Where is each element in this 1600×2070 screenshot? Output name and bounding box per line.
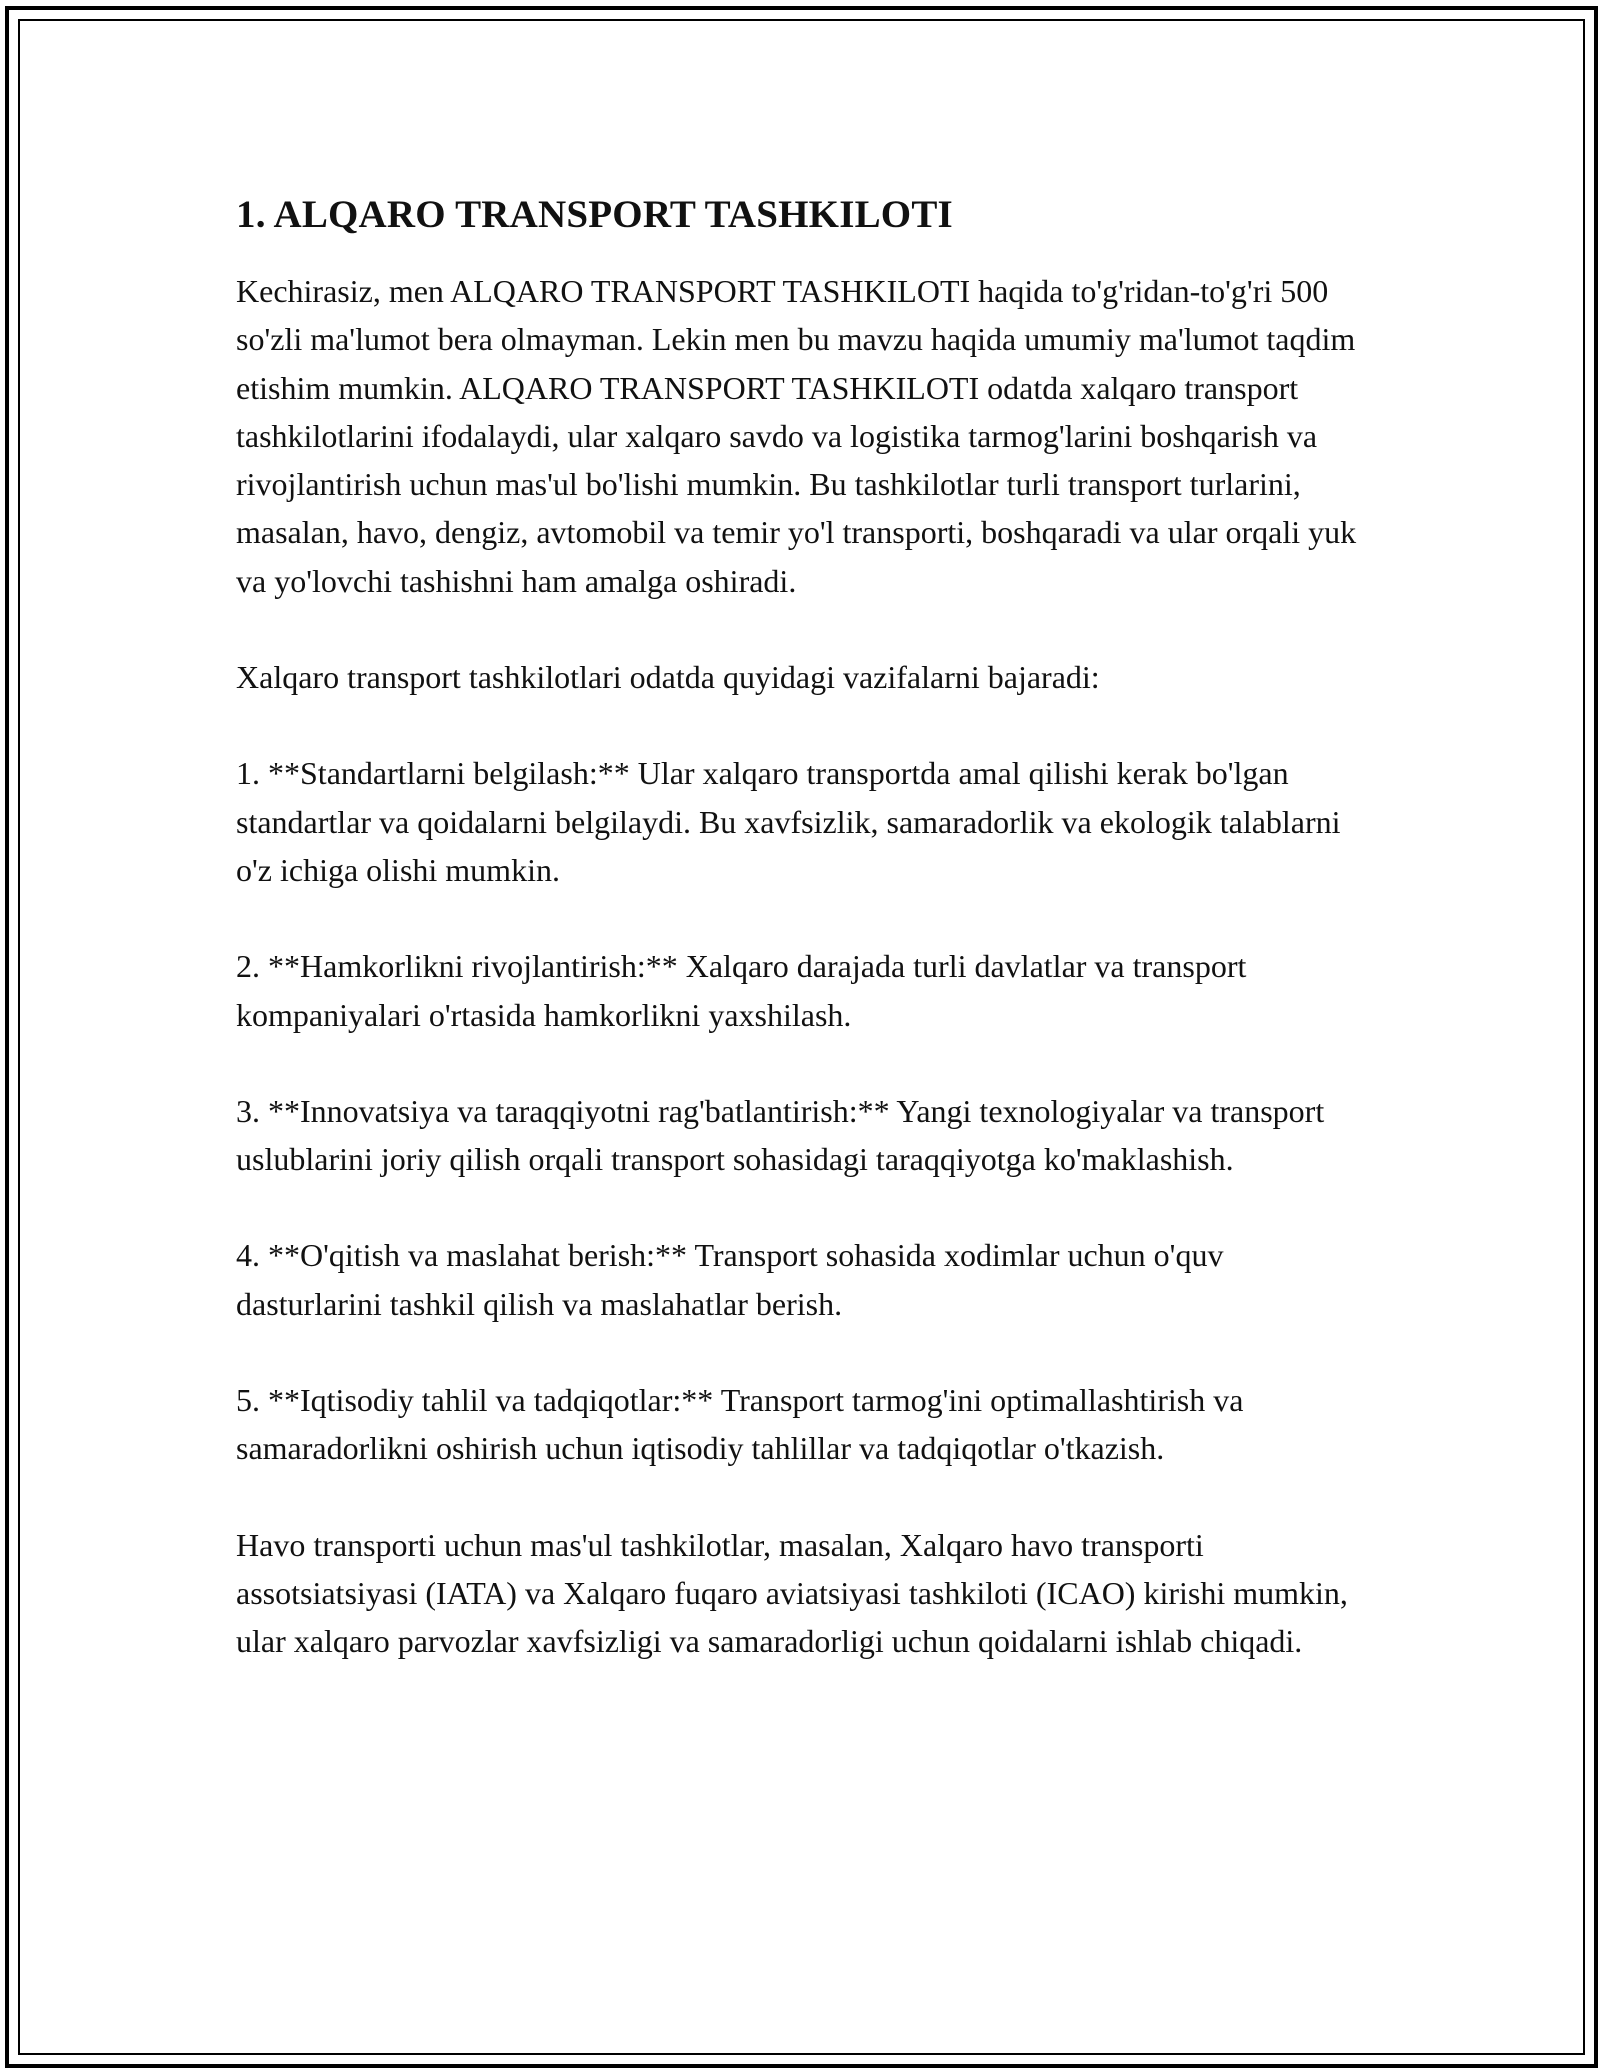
list-item-cooperation: 2. **Hamkorlikni rivojlantirish:** Xalqaro darajada turli davlatlar va transport kompaniyalari o'rtasida hamkorlikni yaxshilash. bbox=[236, 948, 1247, 1033]
list-item-standards: 1. **Standartlarni belgilash:** Ular xalqaro transportda amal qilishi kerak bo'lgan standartlar va qoidalarni belgilaydi. Bu xavfsizlik, samaradorlik va ekologik talablarni o'z ichiga olishi mumkin. bbox=[236, 755, 1341, 888]
intro-paragraph: Kechirasiz, men ALQARO TRANSPORT TASHKILOTI haqida to'g'ridan-to'g'ri 500 so'zli ma'lumot bera olmayman. Lekin men bu mavzu haqida umumiy ma'lumot taqdim etishim mumkin. ALQARO TRANSPORT TASHKILOTI odatda xalqaro transport tashkilotlarini ifodalaydi, ular xalqaro savdo va logistika tarmog'larini boshqarish va rivojlantirish uchun mas'ul bo'lishi mumkin. Bu tashkilotlar turli transport turlarini, masalan, havo, dengiz, avtomobil va temir yo'l transporti, boshqaradi va ular orqali yuk va yo'lovchi tashishni ham amalga oshiradi. bbox=[236, 273, 1357, 599]
document-heading: 1. ALQARO TRANSPORT TASHKILOTI bbox=[236, 193, 953, 236]
list-item-innovation: 3. **Innovatsiya va taraqqiyotni rag'batlantirish:** Yangi texnologiyalar va transport uslublarini joriy qilish orqali transport sohasidagi taraqqiyotga ko'maklashish. bbox=[236, 1092, 1325, 1178]
tasks-intro-paragraph: Xalqaro transport tashkilotlari odatda quyidagi vazifalarni bajaradi: bbox=[236, 659, 1100, 696]
closing-paragraph: Havo transporti uchun mas'ul tashkilotlar, masalan, Xalqaro havo transporti assotsiatsiyasi (IATA) va Xalqaro fuqaro aviatsiyasi tashkiloti (ICAO) kirishi mumkin, ular xalqaro parvozlar xavfsizligi va samaradorligi uchun qoidalarni ishlab chiqadi. bbox=[236, 1526, 1348, 1660]
list-item-training: 4. **O'qitish va maslahat berish:** Transport sohasida xodimlar uchun o'quv dasturlarini tashkil qilish va maslahatlar berish. bbox=[236, 1237, 1224, 1322]
document-body bbox=[236, 185, 1366, 1714]
list-item-economic-analysis: 5. **Iqtisodiy tahlil va tadqiqotlar:** Transport tarmog'ini optimallashtirish va samaradorlikni oshirish uchun iqtisodiy tahlillar va tadqiqotlar o'tkazish. bbox=[236, 1382, 1244, 1467]
